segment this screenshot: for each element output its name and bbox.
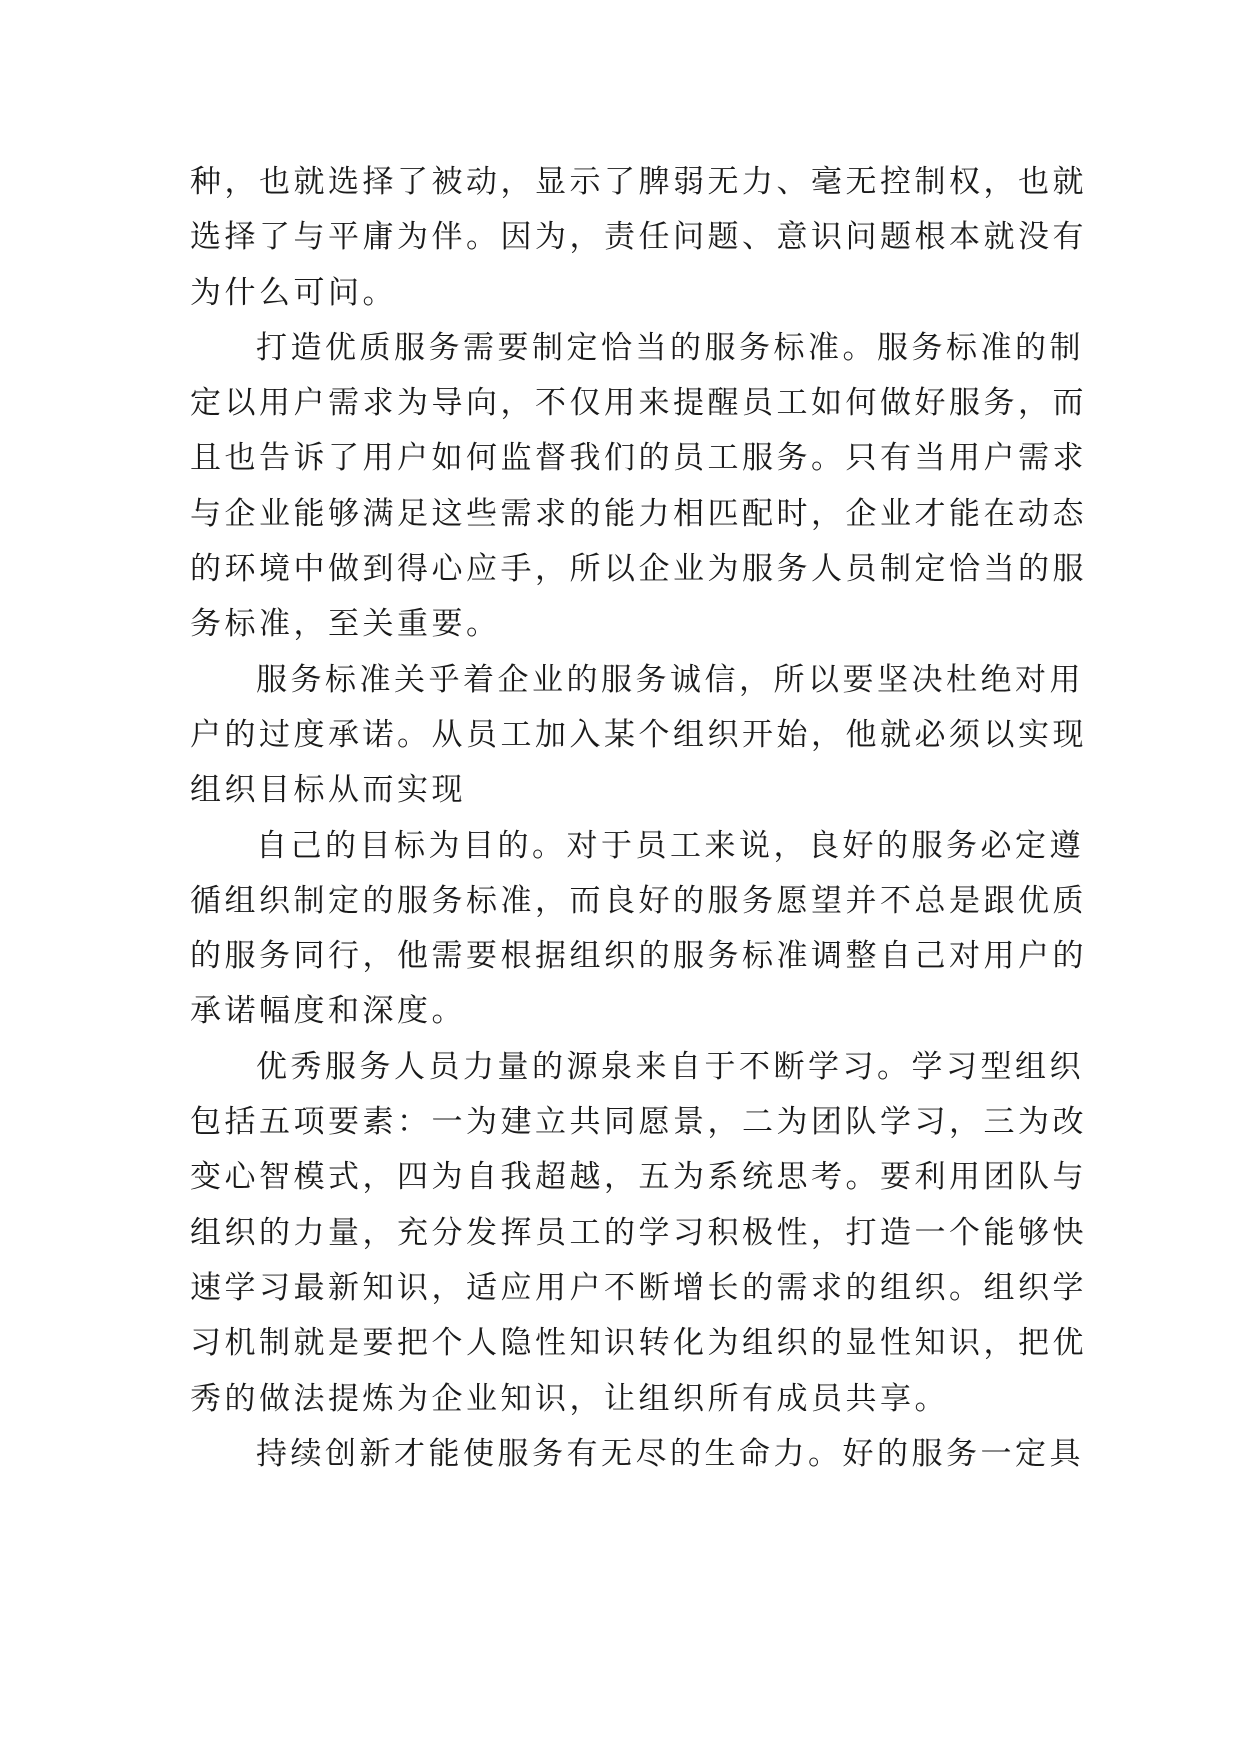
text-line: 速学习最新知识，适应用户不断增长的需求的组织。组织学 (190, 1269, 1087, 1306)
text-line: 持续创新才能使服务有无尽的生命力。好的服务一定具 (256, 1435, 1084, 1472)
text-line: 包括五项要素：一为建立共同愿景，二为团队学习，三为改 (190, 1104, 1087, 1141)
text-line: 打造优质服务需要制定恰当的服务标准。服务标准的制 (256, 329, 1084, 366)
text-line: 组织的力量，充分发挥员工的学习积极性，打造一个能够快 (190, 1214, 1087, 1251)
text-line: 变心智模式，四为自我超越，五为系统思考。要利用团队与 (190, 1159, 1087, 1196)
text-line: 户的过度承诺。从员工加入某个组织开始，他就必须以实现 (190, 716, 1087, 753)
text-line: 定以用户需求为导向，不仅用来提醒员工如何做好服务，而 (190, 385, 1087, 422)
text-line: 与企业能够满足这些需求的能力相匹配时，企业才能在动态 (190, 495, 1087, 532)
text-line: 自己的目标为目的。对于员工来说，良好的服务必定遵 (256, 827, 1084, 864)
body-text (190, 155, 1087, 1482)
text-line: 务标准，至关重要。 (190, 606, 501, 643)
text-line: 且也告诉了用户如何监督我们的员工服务。只有当用户需求 (190, 440, 1087, 477)
text-line: 服务标准关乎着企业的服务诚信，所以要坚决杜绝对用 (256, 661, 1084, 698)
text-line: 种，也就选择了被动，显示了脾弱无力、毫无控制权，也就 (190, 164, 1087, 200)
text-line: 为什么可问。 (190, 274, 397, 311)
text-line: 优秀服务人员力量的源泉来自于不断学习。学习型组织 (256, 1048, 1084, 1085)
text-line: 的环境中做到得心应手，所以企业为服务人员制定恰当的服 (190, 551, 1087, 588)
text-line: 选择了与平庸为伴。因为，责任问题、意识问题根本就没有 (190, 219, 1087, 256)
text-line: 习机制就是要把个人隐性知识转化为组织的显性知识，把优 (190, 1325, 1087, 1362)
text-line: 承诺幅度和深度。 (190, 993, 466, 1030)
text-line: 循组织制定的服务标准，而良好的服务愿望并不总是跟优质 (190, 882, 1087, 919)
text-line: 组织目标从而实现 (190, 772, 466, 809)
text-line: 的服务同行，他需要根据组织的服务标准调整自己对用户的 (190, 938, 1087, 975)
text-line: 秀的做法提炼为企业知识，让组织所有成员共享。 (190, 1380, 949, 1417)
